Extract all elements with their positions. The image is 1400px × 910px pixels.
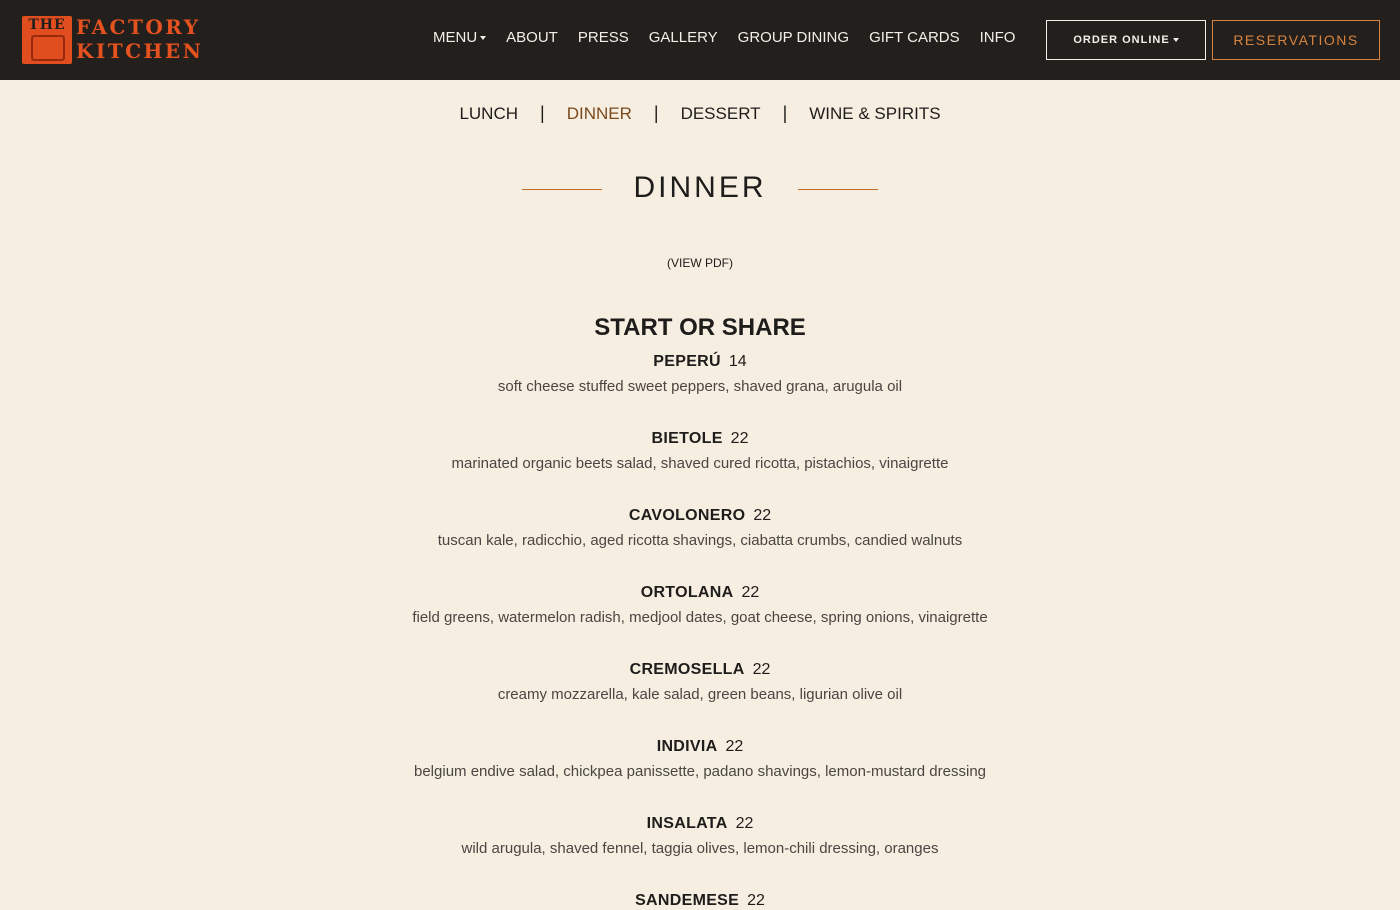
item-price: 22 (725, 738, 744, 755)
menu-item (0, 738, 1400, 780)
item-description: soft cheese stuffed sweet peppers, shaved grana, arugula oil (497, 378, 903, 395)
logo-the: THE (28, 17, 66, 33)
item-description: wild arugula, shaved fennel, taggia olives, lemon-chili dressing, oranges (461, 840, 939, 857)
item-name: CREMOSELLA (629, 661, 745, 678)
nav-menu[interactable] (433, 29, 486, 46)
item-price: 22 (753, 507, 772, 524)
logo-kitchen: KITCHEN (76, 39, 204, 63)
nav-info[interactable]: INFO (979, 29, 1016, 46)
reservations-button[interactable]: RESERVATIONS (1212, 20, 1380, 60)
nav-press[interactable]: PRESS (577, 29, 629, 46)
title-rule-right (798, 189, 878, 190)
item-price: 14 (728, 353, 747, 370)
order-online-label: ORDER ONLINE (1073, 34, 1170, 46)
item-description: tuscan kale, radicchio, aged ricotta shavings, ciabatta crumbs, candied walnuts (437, 532, 963, 549)
item-price: 22 (735, 815, 754, 832)
item-description: marinated organic beets salad, shaved cured ricotta, pistachios, vinaigrette (451, 455, 949, 472)
tab-separator: | (653, 103, 659, 123)
section-title: START OR SHARE (594, 314, 806, 341)
item-description: belgium endive salad, chickpea panissette, padano shavings, lemon-mustard dressing (414, 763, 986, 780)
item-name: PEPERÚ (653, 353, 721, 370)
menu-item (0, 507, 1400, 549)
page-title: DINNER (633, 171, 767, 204)
menu-item (0, 430, 1400, 472)
order-online-button[interactable] (1046, 20, 1206, 60)
item-description: creamy mozzarella, kale salad, green beans, ligurian olive oil (497, 686, 903, 703)
item-name: SANDEMESE (635, 892, 740, 909)
menu-subtabs (0, 103, 1400, 124)
item-name: ORTOLANA (640, 584, 734, 601)
item-name: BIETOLE (651, 430, 723, 447)
main-nav (433, 29, 1015, 46)
nav-about[interactable]: ABOUT (506, 29, 558, 46)
menu-item (0, 815, 1400, 857)
item-price: 22 (730, 430, 749, 447)
tab-dinner[interactable]: DINNER (566, 103, 632, 123)
menu-item (0, 584, 1400, 626)
item-name: CAVOLONERO (628, 507, 746, 524)
menu-item (0, 892, 1400, 910)
item-price: 22 (747, 892, 765, 909)
top-navbar (0, 0, 1400, 80)
tab-dessert[interactable]: DESSERT (680, 103, 761, 123)
item-name: INSALATA (646, 815, 728, 832)
nav-group-dining[interactable]: GROUP DINING (737, 29, 850, 46)
factory-kitchen-logo[interactable] (20, 14, 248, 66)
nav-menu-label: MENU (433, 29, 478, 46)
chevron-down-icon (480, 36, 486, 40)
tab-wine-spirits[interactable]: WINE & SPIRITS (809, 103, 941, 123)
item-name: INDIVIA (656, 738, 718, 755)
menu-item (0, 353, 1400, 395)
menu-item (0, 661, 1400, 703)
item-price: 22 (752, 661, 771, 678)
chevron-down-icon (1173, 38, 1179, 42)
nav-gift-cards[interactable]: GIFT CARDS (869, 29, 960, 46)
item-description: field greens, watermelon radish, medjool dates, goat cheese, spring onions, vinaigrette (412, 609, 988, 626)
logo-factory: FACTORY (76, 15, 201, 39)
tab-lunch[interactable]: LUNCH (459, 103, 519, 123)
tab-separator: | (782, 103, 788, 123)
tab-separator: | (540, 103, 545, 123)
nav-gallery[interactable]: GALLERY (648, 29, 718, 46)
item-price: 22 (741, 584, 760, 601)
view-pdf-link[interactable]: (VIEW PDF) (667, 256, 733, 270)
